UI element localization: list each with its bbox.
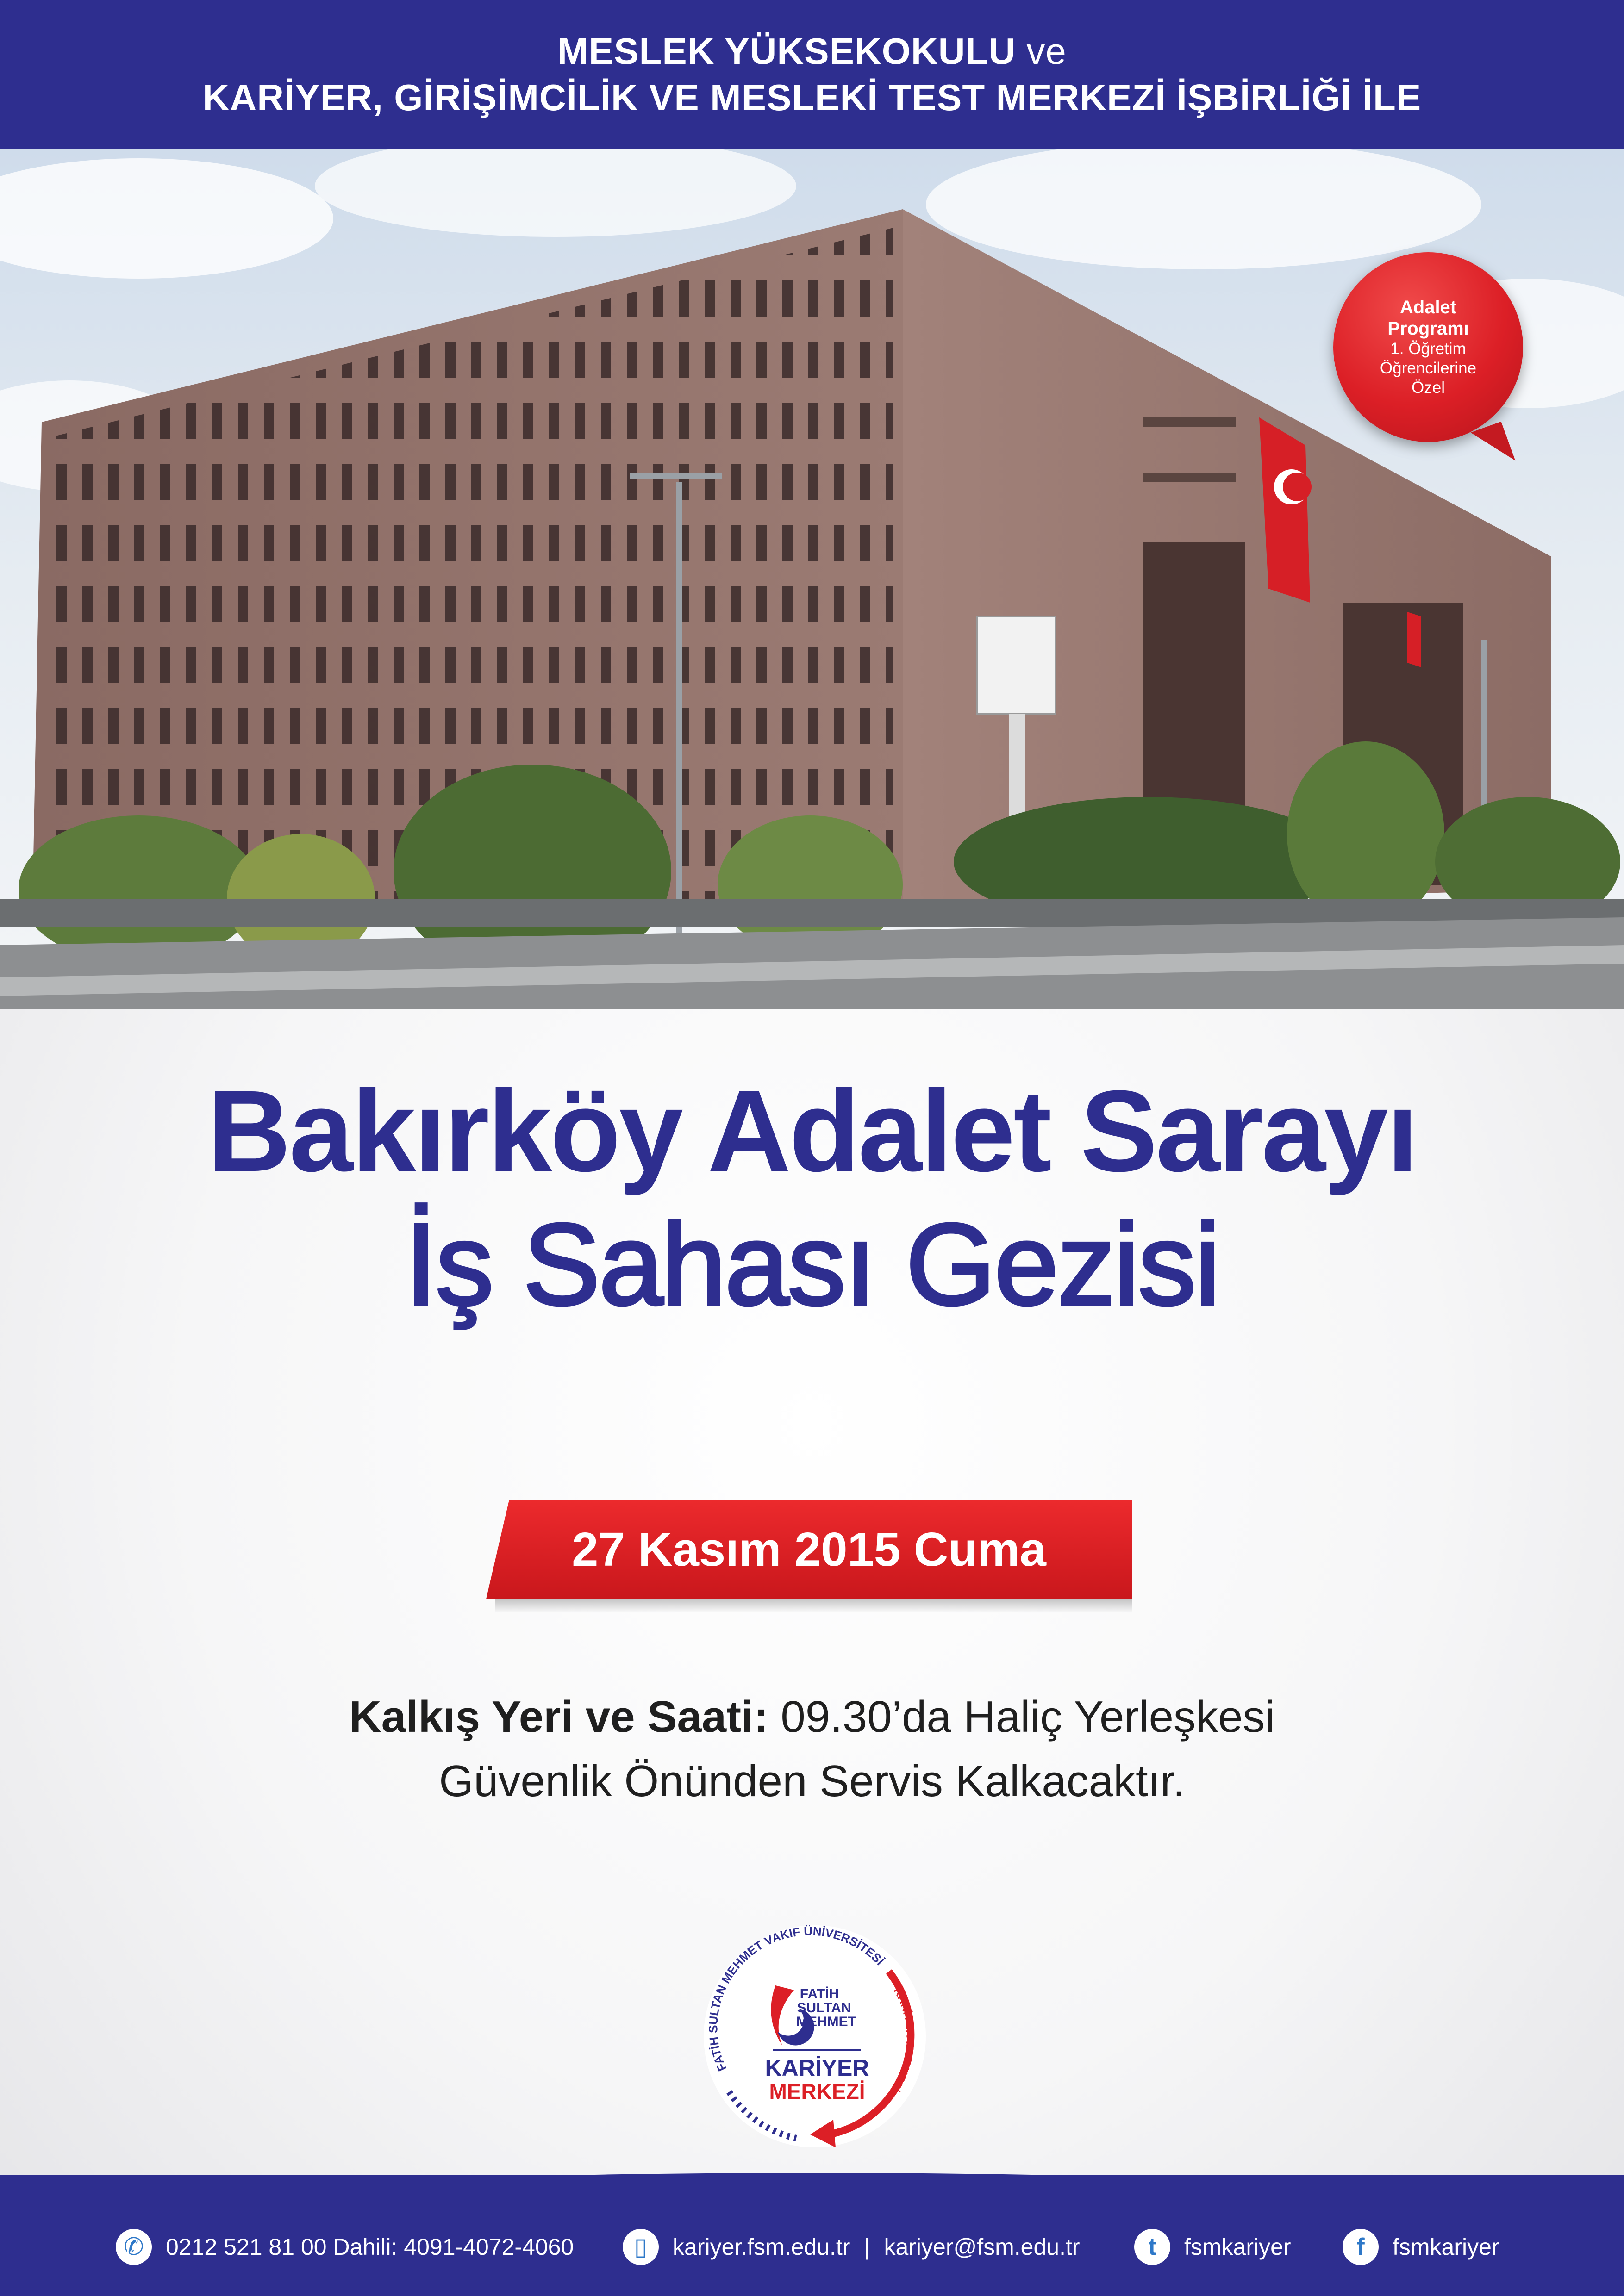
departure-time-place: 09.30’da Haliç Yerleşkesi bbox=[768, 1692, 1275, 1742]
footer-phone-text: 0212 521 81 00 Dahili: 4091-4072-4060 bbox=[166, 2234, 574, 2260]
footer-twitter[interactable] bbox=[1134, 2226, 1291, 2268]
program-badge bbox=[1333, 252, 1523, 442]
footer-web-link[interactable]: kariyer.fsm.edu.tr bbox=[673, 2234, 850, 2260]
top-banner bbox=[0, 0, 1624, 149]
badge-line-4: Öğrencilerine bbox=[1380, 359, 1477, 377]
footer-email-link[interactable]: kariyer@fsm.edu.tr bbox=[884, 2234, 1080, 2260]
badge-line-5: Özel bbox=[1412, 379, 1445, 397]
badge-line-1: Adalet bbox=[1399, 297, 1457, 317]
logo-uni-line-3: MEHMET bbox=[796, 2014, 856, 2029]
logo-name-line-1: KARİYER bbox=[765, 2055, 869, 2081]
header-line-1-light: ve bbox=[1026, 31, 1067, 72]
header-line-2: KARİYER, GİRİŞİMCİLİK VE MESLEKİ TEST MERKEZİ İŞBİRLİĞİ İLE bbox=[202, 77, 1422, 118]
badge-line-3: 1. Öğretim bbox=[1390, 340, 1466, 358]
title-line-1: Bakırköy Adalet Sarayı bbox=[207, 1066, 1417, 1195]
date-ribbon-shadow bbox=[495, 1599, 1132, 1613]
logo-name-line-2: MERKEZİ bbox=[769, 2079, 865, 2103]
footer-phone bbox=[116, 2226, 574, 2268]
footer-twitter-handle[interactable]: fsmkariyer bbox=[1184, 2234, 1291, 2260]
logo-uni-line-1: FATİH bbox=[800, 1986, 839, 2002]
career-center-logo bbox=[694, 1916, 935, 2157]
departure-line-2: Güvenlik Önünden Servis Kalkacaktır. bbox=[439, 1756, 1185, 1806]
departure-label: Kalkış Yeri ve Saati: bbox=[349, 1692, 768, 1742]
logo-uni-line-2: SULTAN bbox=[797, 2000, 851, 2016]
logo-ring-text-right: KARİYER MERKEZİ bbox=[889, 1985, 917, 2093]
badge-line-2: Programı bbox=[1387, 318, 1469, 339]
departure-line-1 bbox=[0, 1685, 1624, 1749]
twitter-icon: t bbox=[1134, 2229, 1170, 2265]
phone-icon: ✆ bbox=[116, 2229, 152, 2265]
event-title bbox=[0, 1064, 1624, 1331]
event-date: 27 Kasım 2015 Cuma bbox=[572, 1522, 1046, 1576]
title-line-2: İş Sahası Gezisi bbox=[405, 1199, 1219, 1329]
header-line-1-bold: MESLEK YÜKSEKOKULU bbox=[557, 31, 1016, 72]
logo-ring-text: FATİH SULTAN MEHMET VAKIF ÜNİVERSİTESİ bbox=[706, 1924, 887, 2073]
footer-facebook[interactable] bbox=[1343, 2226, 1499, 2268]
header-line-1 bbox=[557, 28, 1067, 75]
footer-separator: | bbox=[864, 2234, 870, 2260]
footer-web-email bbox=[623, 2226, 1080, 2268]
departure-info bbox=[0, 1685, 1624, 1813]
footer-facebook-handle[interactable]: fsmkariyer bbox=[1393, 2234, 1499, 2260]
mouse-icon: ▯ bbox=[623, 2229, 659, 2265]
facebook-icon: f bbox=[1343, 2229, 1379, 2265]
